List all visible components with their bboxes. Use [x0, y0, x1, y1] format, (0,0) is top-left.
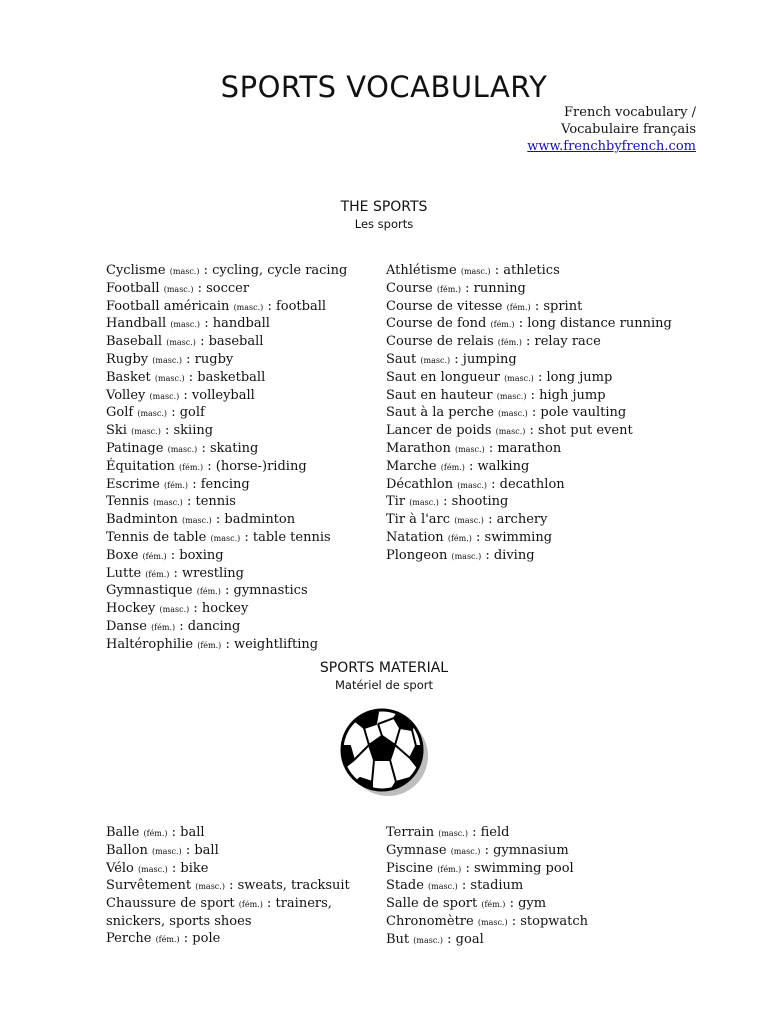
vocab-translation: : tennis: [186, 494, 236, 510]
vocab-translation: : shot put event: [529, 423, 633, 439]
vocab-item: [386, 914, 686, 932]
vocab-word: Lutte: [106, 565, 142, 581]
material-list-left: [106, 825, 378, 949]
vocab-gender: (masc.): [457, 480, 487, 490]
vocab-item: [386, 932, 686, 950]
vocab-item: [106, 441, 376, 459]
soccer-ball-icon: [338, 706, 430, 798]
vocab-gender: (masc.): [454, 444, 485, 454]
vocab-item: [106, 388, 376, 406]
vocab-word: Golf: [106, 405, 134, 421]
vocab-gender: (fém.): [447, 533, 472, 543]
vocab-gender: (masc.): [138, 864, 168, 874]
vocab-gender: (masc.): [496, 391, 527, 401]
vocab-item: [106, 352, 376, 370]
vocab-item: [386, 477, 686, 495]
vocab-gender: (masc.): [131, 427, 161, 437]
vocab-item: [386, 861, 686, 879]
vocab-translation: : wrestling: [173, 565, 244, 581]
vocab-item: [386, 281, 686, 299]
vocab-translation: : high jump: [530, 387, 606, 403]
vocab-translation: : dancing: [179, 618, 241, 634]
vocab-translation: : archery: [488, 512, 548, 528]
vocab-gender: (masc.): [137, 409, 168, 419]
vocab-translation: : skating: [201, 440, 259, 456]
vocab-item: [386, 334, 686, 352]
vocab-word: Lancer de poids: [386, 423, 492, 439]
vocab-item: [106, 861, 378, 879]
vocab-item: [386, 459, 686, 477]
vocab-gender: (masc.): [159, 605, 190, 615]
vocab-gender: (masc.): [420, 355, 451, 365]
vocab-translation: : ball: [185, 842, 219, 858]
vocab-gender: (masc.): [460, 267, 491, 276]
vocab-translation: : swimming pool: [465, 860, 574, 876]
vocab-item: [106, 548, 376, 566]
vocab-item: [386, 352, 686, 370]
vocab-translation: : cycling, cycle racing: [203, 263, 348, 278]
vocab-gender: (masc.): [149, 391, 180, 401]
vocab-item: [386, 878, 686, 896]
vocab-gender: (masc.): [495, 427, 526, 437]
vocab-gender: (masc.): [454, 516, 484, 526]
vocab-translation: : boxing: [170, 547, 224, 563]
vocab-gender: (fém.): [238, 900, 263, 910]
vocab-item: [106, 263, 376, 281]
vocab-translation: : stopwatch: [511, 913, 589, 929]
vocab-item: [106, 299, 376, 317]
sports-list-left: [106, 263, 376, 655]
vocab-translation: : football: [267, 298, 327, 314]
vocab-gender: (masc.): [428, 882, 458, 892]
vocab-word: Rugby: [106, 351, 149, 367]
vocab-gender: (masc.): [409, 498, 439, 508]
vocab-gender: (fém.): [145, 569, 170, 579]
vocab-word: Badminton: [106, 512, 178, 528]
vocab-translation: : volleyball: [183, 387, 255, 403]
vocab-item: [386, 370, 686, 388]
vocab-gender: (fém.): [436, 284, 461, 294]
vocab-gender: (masc.): [154, 373, 185, 383]
vocab-gender: (masc.): [451, 551, 482, 561]
vocab-gender: (masc.): [169, 267, 200, 276]
vocab-item: [106, 530, 376, 548]
vocab-item: [106, 583, 376, 601]
vocab-gender: (masc.): [233, 302, 264, 312]
vocab-word: Tennis de table: [106, 529, 207, 545]
vocab-item: [386, 299, 686, 317]
vocab-word: Danse: [106, 618, 147, 634]
vocab-translation: : pole vaulting: [531, 405, 627, 421]
vocab-gender: (fém.): [163, 480, 189, 490]
vocab-translation: : pole: [183, 930, 221, 946]
vocab-gender: (masc.): [195, 882, 225, 892]
vocab-gender: (fém.): [197, 640, 222, 650]
vocab-gender: (fém.): [440, 462, 465, 472]
vocab-translation: : decathlon: [491, 476, 565, 492]
vocab-gender: (fém.): [481, 900, 506, 910]
vocab-word: Gymnase: [386, 842, 447, 858]
vocab-word: Haltérophilie: [106, 636, 194, 652]
vocab-word: Hockey: [106, 601, 156, 617]
vocab-translation: : athletics: [494, 263, 560, 278]
vocab-word: Tir: [386, 494, 406, 510]
vocab-item: [106, 512, 376, 530]
vocab-word: Saut en longueur: [386, 369, 500, 385]
vocab-translation: : field: [472, 825, 510, 840]
vocab-translation: : sprint: [534, 298, 583, 314]
vocab-item: [106, 334, 376, 352]
vocab-gender: (fém.): [179, 462, 204, 472]
vocab-item: [106, 405, 376, 423]
vocab-word: Athlétisme: [386, 263, 457, 278]
vocab-translation: : basketball: [188, 369, 266, 385]
vocab-word: Escrime: [106, 476, 160, 492]
vocab-translation: : soccer: [197, 280, 250, 296]
vocab-translation: : rugby: [186, 351, 234, 367]
header-info: [527, 104, 696, 155]
vocab-word: Course de relais: [386, 334, 494, 350]
vocab-translation: : running: [465, 280, 526, 296]
vocab-item: [106, 370, 376, 388]
vocab-gender: (masc.): [438, 829, 468, 838]
vocab-item: [386, 405, 686, 423]
vocab-item: [106, 601, 376, 619]
vocab-word: Course de fond: [386, 316, 487, 332]
vocab-word: But: [386, 931, 410, 947]
vocab-word: Vélo: [106, 860, 134, 876]
vocab-item: [386, 548, 686, 566]
vocab-translation: : stadium: [461, 878, 524, 894]
vocab-word: Balle: [106, 825, 140, 840]
vocab-translation: : swimming: [476, 529, 553, 545]
vocab-word: Gymnastique: [106, 583, 193, 599]
header-line-1: French vocabulary /: [564, 105, 696, 120]
vocab-gender: (masc.): [477, 917, 508, 927]
vocab-item: [106, 494, 376, 512]
vocab-item: [386, 512, 686, 530]
vocab-translation: : gymnasium: [484, 842, 569, 858]
vocab-word: Baseball: [106, 334, 163, 350]
vocab-item: [106, 316, 376, 334]
vocab-translation: : bike: [171, 860, 209, 876]
vocab-item: [386, 263, 686, 281]
vocab-word: Volley: [106, 387, 146, 403]
vocab-gender: (masc.): [163, 284, 194, 294]
vocab-gender: (fém.): [151, 622, 176, 632]
section-heading-sports: [0, 198, 768, 232]
vocab-translation: : handball: [204, 316, 270, 332]
vocab-word: Chronomètre: [386, 913, 474, 929]
vocab-gender: (masc.): [498, 409, 528, 419]
vocab-word: Tennis: [106, 494, 149, 510]
vocab-gender: (masc.): [182, 516, 212, 526]
vocab-item: [106, 825, 378, 843]
vocab-word: Terrain: [386, 825, 435, 840]
vocab-word: Salle de sport: [386, 896, 478, 912]
vocab-word: Saut à la perche: [386, 405, 494, 421]
vocab-translation: : fencing: [192, 476, 250, 492]
vocab-translation: : gymnastics: [224, 583, 308, 599]
vocab-gender: (masc.): [152, 355, 183, 365]
vocab-word: Marathon: [386, 440, 451, 456]
vocab-item: [386, 316, 686, 334]
vocab-translation: : jumping: [454, 351, 517, 367]
vocab-word: Stade: [386, 878, 424, 894]
vocab-gender: (masc.): [170, 320, 201, 330]
vocab-word: Natation: [386, 529, 444, 545]
vocab-translation: : skiing: [164, 423, 214, 439]
vocab-gender: (fém.): [437, 864, 462, 874]
vocab-item: [386, 441, 686, 459]
vocab-gender: (masc.): [413, 935, 444, 945]
section-subtitle: Matériel de sport: [335, 678, 433, 692]
vocab-gender: (masc.): [504, 373, 534, 383]
page-title: SPORTS VOCABULARY: [220, 70, 548, 104]
vocab-gender: (masc.): [167, 444, 198, 454]
vocab-word: Décathlon: [386, 476, 454, 492]
vocab-word: Saut en hauteur: [386, 387, 493, 403]
vocab-gender: (fém.): [142, 551, 167, 561]
vocab-word: Handball: [106, 316, 167, 332]
vocab-translation: : badminton: [215, 512, 296, 528]
vocab-word: Équitation: [106, 458, 175, 474]
vocab-item: [106, 843, 378, 861]
vocab-item: [386, 494, 686, 512]
vocab-translation: : table tennis: [244, 529, 331, 545]
vocab-item: [106, 878, 378, 896]
vocab-item: [386, 825, 686, 843]
vocab-gender: (masc.): [210, 533, 241, 543]
vocab-item: [106, 281, 376, 299]
vocab-word: Patinage: [106, 440, 164, 456]
vocab-item: [106, 423, 376, 441]
vocab-translation: : hockey: [193, 601, 249, 617]
soccer-ball-graphic: [338, 706, 430, 798]
vocab-gender: (masc.): [153, 498, 183, 508]
vocab-translation: : gym: [509, 896, 547, 912]
vocab-translation: : ball: [171, 825, 205, 840]
vocab-gender: (fém.): [143, 829, 168, 838]
vocab-word: Basket: [106, 369, 151, 385]
vocab-word: Plongeon: [386, 547, 448, 563]
vocab-item: [386, 423, 686, 441]
vocab-gender: (masc.): [166, 338, 196, 348]
vocab-gender: (masc.): [450, 846, 481, 856]
vocab-translation: : marathon: [488, 440, 562, 456]
vocab-translation: : long distance running: [518, 316, 672, 332]
vocab-word: Saut: [386, 351, 417, 367]
vocab-word: Football: [106, 280, 160, 296]
vocab-item: [106, 896, 378, 931]
vocab-item: [386, 530, 686, 548]
vocab-item: [106, 637, 376, 655]
vocab-word: Tir à l'arc: [386, 512, 451, 528]
vocab-item: [386, 896, 686, 914]
vocab-item: [106, 459, 376, 477]
vocab-word: Ballon: [106, 842, 148, 858]
vocab-item: [106, 619, 376, 637]
section-heading-material: [0, 659, 768, 693]
section-title: SPORTS MATERIAL: [319, 660, 449, 676]
vocab-gender: (fém.): [497, 338, 522, 348]
vocab-translation: : long jump: [537, 369, 613, 385]
vocab-word: Course: [386, 280, 433, 296]
vocab-translation: : baseball: [200, 334, 264, 350]
vocab-word: Football américain: [106, 298, 230, 314]
vocab-item: [106, 931, 378, 949]
vocab-gender: (fém.): [490, 320, 515, 330]
vocab-word: Survêtement: [106, 878, 192, 894]
vocab-word: Boxe: [106, 547, 139, 563]
vocab-translation: : diving: [485, 547, 535, 563]
vocab-translation: : golf: [171, 405, 205, 421]
header-line-2: Vocabulaire français: [561, 122, 696, 137]
vocab-translation: : goal: [447, 931, 484, 947]
vocab-word: Ski: [106, 423, 127, 439]
vocab-item: [106, 566, 376, 584]
vocab-item: [386, 388, 686, 406]
vocab-word: Perche: [106, 930, 152, 946]
vocab-translation: : walking: [468, 458, 530, 474]
vocab-translation: : (horse-)riding: [207, 458, 307, 474]
vocab-word: Chaussure de sport: [106, 896, 235, 912]
vocab-gender: (fém.): [196, 587, 221, 597]
sports-list-right: [386, 263, 686, 566]
vocab-word: Course de vitesse: [386, 298, 503, 314]
vocab-item: [106, 477, 376, 495]
section-subtitle: Les sports: [354, 217, 414, 231]
vocab-translation: : relay race: [526, 334, 601, 350]
website-link[interactable]: www.frenchbyfrench.com: [527, 139, 696, 154]
vocab-translation: : trainers, snickers, sports shoes: [106, 896, 332, 929]
vocab-word: Piscine: [386, 860, 434, 876]
vocab-translation: : sweats, tracksuit: [229, 878, 350, 894]
vocab-translation: : shooting: [443, 494, 509, 510]
section-title: THE SPORTS: [340, 199, 428, 215]
vocab-gender: (fém.): [155, 934, 180, 944]
vocab-gender: (masc.): [151, 846, 182, 856]
vocab-item: [386, 843, 686, 861]
vocab-translation: : weightlifting: [225, 636, 319, 652]
vocab-word: Cyclisme: [106, 263, 166, 278]
vocab-gender: (fém.): [506, 302, 531, 312]
vocab-word: Marche: [386, 458, 437, 474]
material-list-right: [386, 825, 686, 950]
